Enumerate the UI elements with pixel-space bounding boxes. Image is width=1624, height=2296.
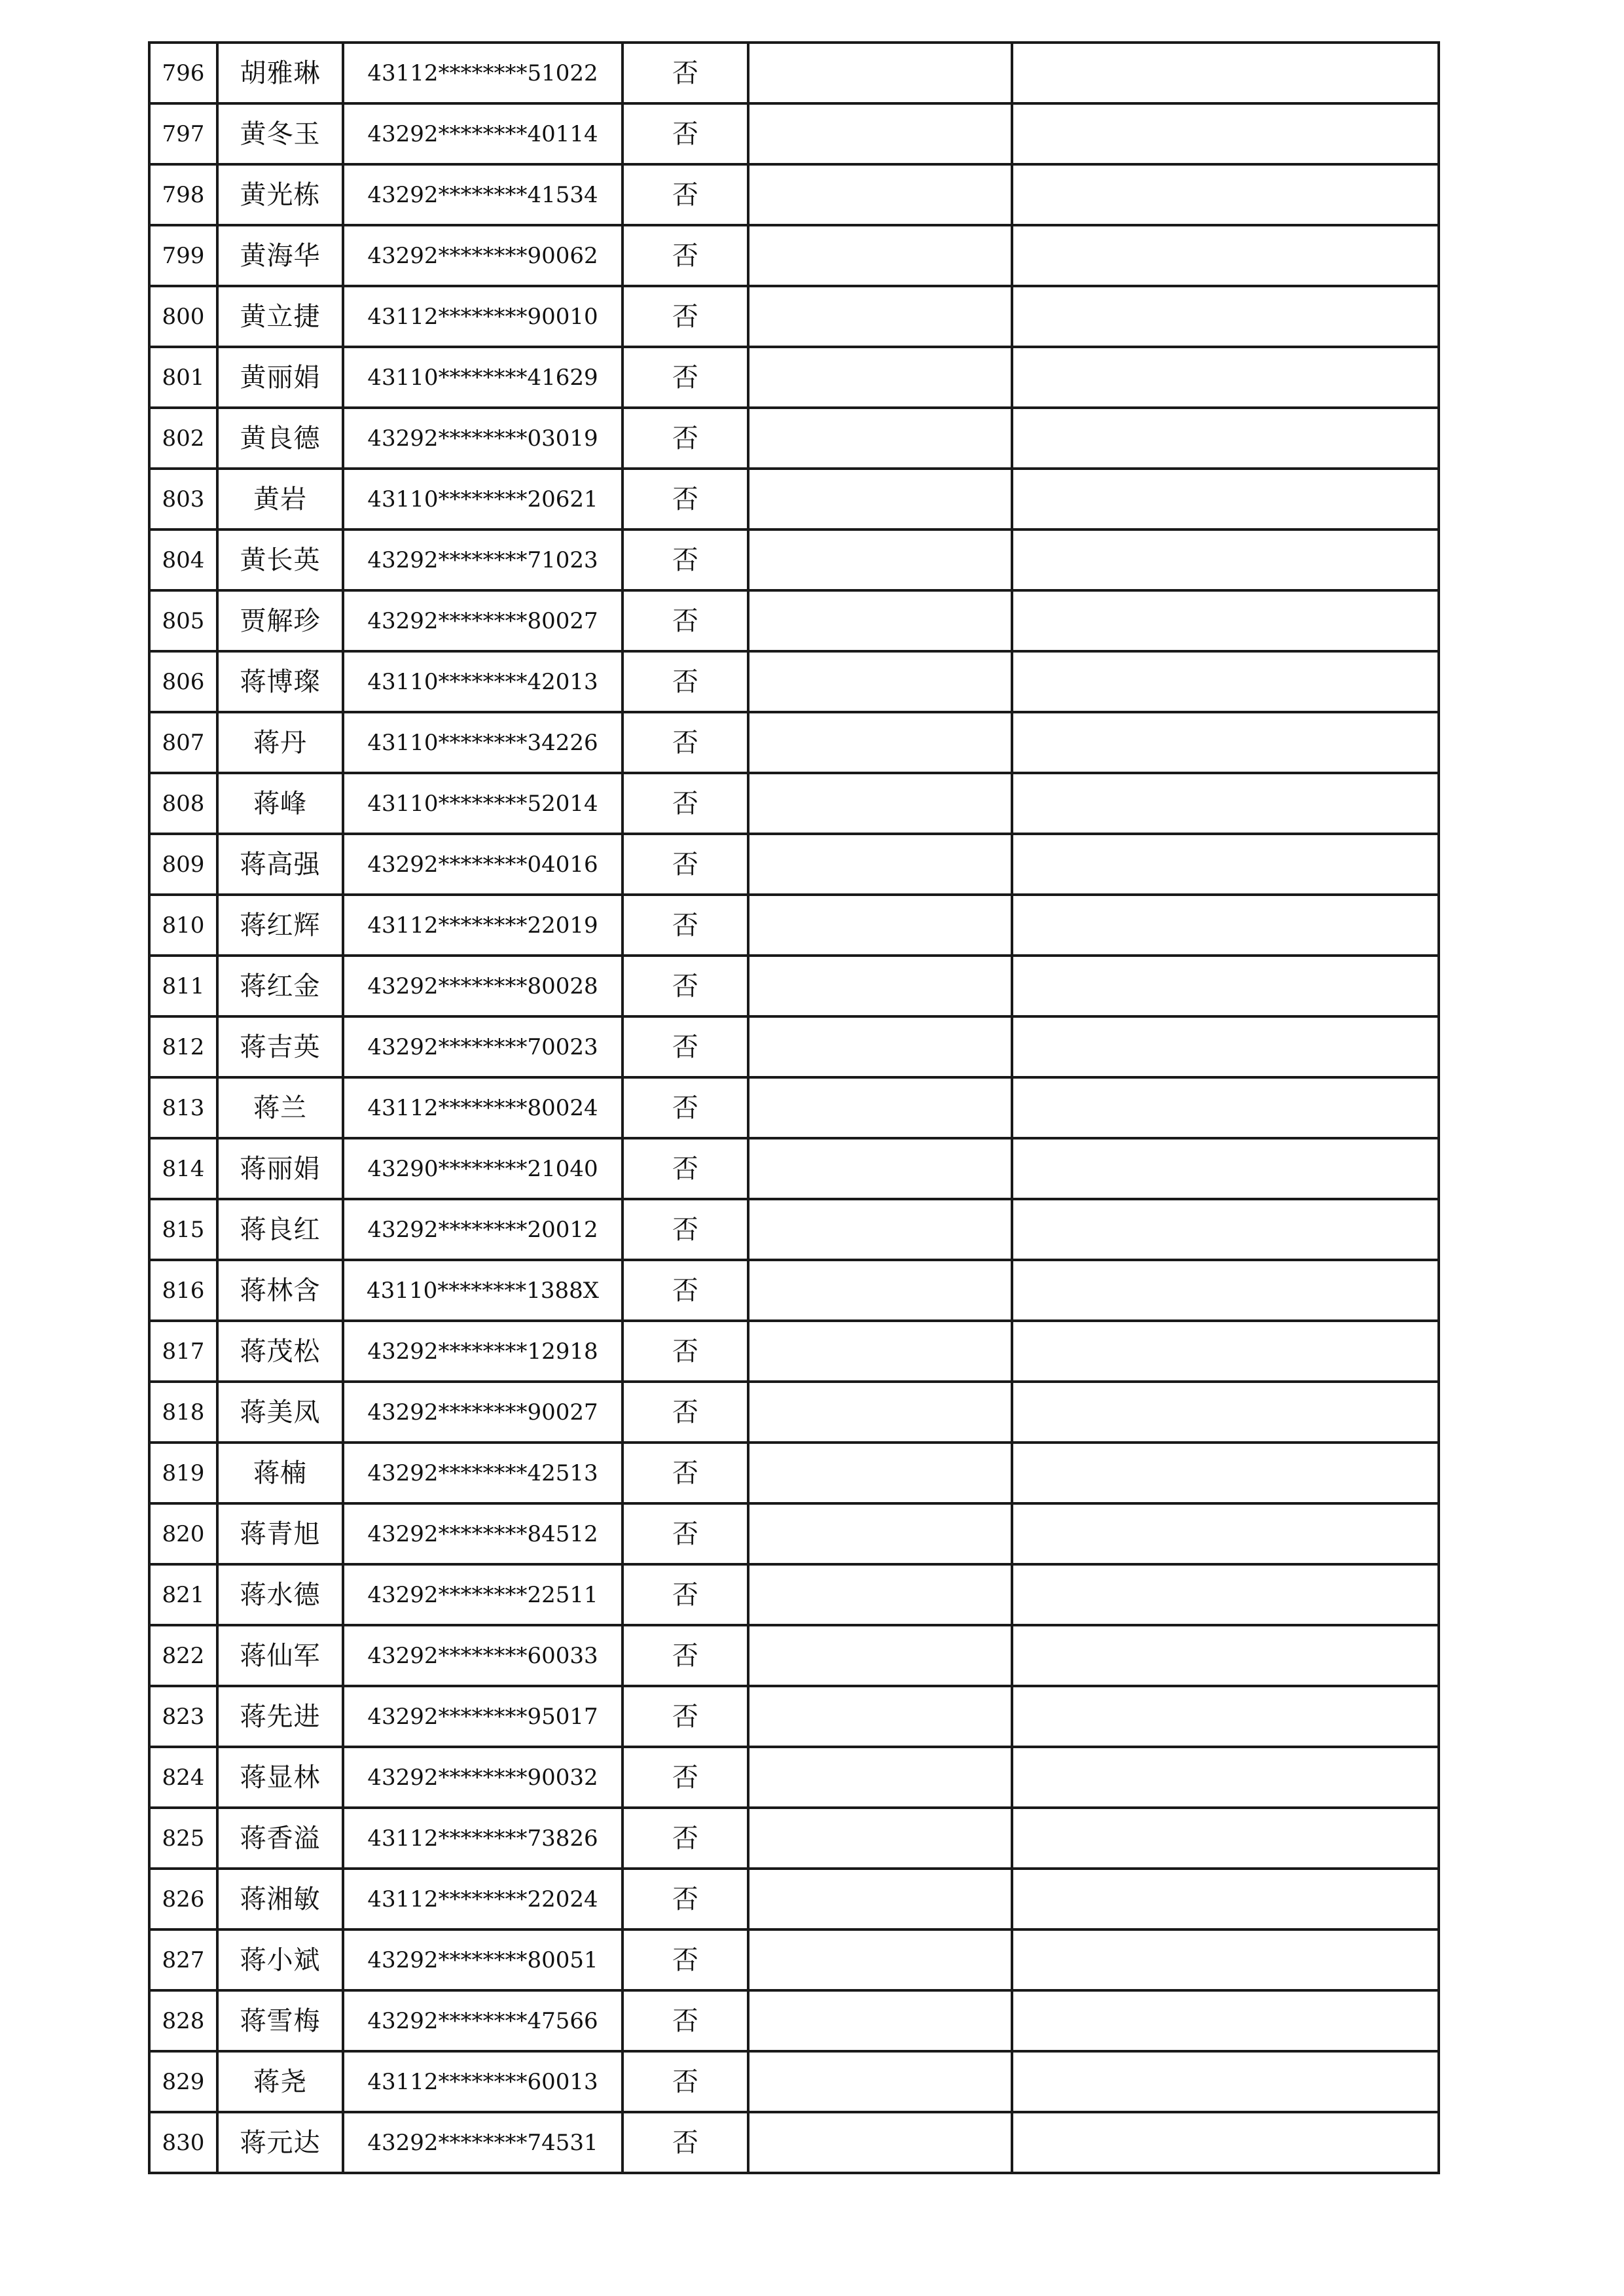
flag-cell: 否 [623,1869,748,1929]
id-number-cell: 43112********60013 [343,2051,623,2112]
row-number-cell: 829 [149,2051,217,2112]
blank-cell-6 [1012,956,1439,1016]
table-row [149,773,1439,834]
row-number-cell: 820 [149,1503,217,1564]
flag-cell: 否 [623,712,748,773]
id-number-cell: 43112********22024 [343,1869,623,1929]
name-cell: 黄长英 [217,529,343,590]
blank-cell-6 [1012,103,1439,164]
row-number-cell: 815 [149,1199,217,1260]
id-number-cell: 43112********73826 [343,1808,623,1869]
blank-cell-5 [748,1138,1012,1199]
table-row [149,1564,1439,1625]
blank-cell-5 [748,225,1012,286]
name-cell: 蒋小斌 [217,1929,343,1990]
blank-cell-5 [748,651,1012,712]
flag-cell: 否 [623,1138,748,1199]
blank-cell-6 [1012,1686,1439,1747]
blank-cell-6 [1012,834,1439,895]
id-number-cell: 43292********22511 [343,1564,623,1625]
blank-cell-5 [748,103,1012,164]
id-number-cell: 43292********20012 [343,1199,623,1260]
name-cell: 蒋青旭 [217,1503,343,1564]
blank-cell-6 [1012,2051,1439,2112]
row-number-cell: 807 [149,712,217,773]
blank-cell-5 [748,1016,1012,1077]
row-number-cell: 813 [149,1077,217,1138]
id-number-cell: 43110********34226 [343,712,623,773]
name-cell: 蒋尧 [217,2051,343,2112]
name-cell: 蒋兰 [217,1077,343,1138]
row-number-cell: 819 [149,1443,217,1503]
blank-cell-5 [748,1686,1012,1747]
table-row [149,1077,1439,1138]
flag-cell: 否 [623,590,748,651]
blank-cell-5 [748,590,1012,651]
table-row [149,651,1439,712]
flag-cell: 否 [623,1321,748,1382]
blank-cell-5 [748,773,1012,834]
row-number-cell: 810 [149,895,217,956]
table-row [149,1686,1439,1747]
flag-cell: 否 [623,103,748,164]
row-number-cell: 805 [149,590,217,651]
flag-cell: 否 [623,1808,748,1869]
table-row [149,712,1439,773]
id-number-cell: 43292********03019 [343,408,623,469]
row-number-cell: 801 [149,347,217,408]
table-row [149,43,1439,103]
blank-cell-5 [748,286,1012,347]
blank-cell-6 [1012,590,1439,651]
row-number-cell: 798 [149,164,217,225]
blank-cell-6 [1012,347,1439,408]
row-number-cell: 809 [149,834,217,895]
name-cell: 蒋良红 [217,1199,343,1260]
blank-cell-5 [748,529,1012,590]
flag-cell: 否 [623,286,748,347]
blank-cell-5 [748,1260,1012,1321]
name-cell: 蒋峰 [217,773,343,834]
row-number-cell: 802 [149,408,217,469]
flag-cell: 否 [623,1382,748,1443]
flag-cell: 否 [623,2051,748,2112]
table-row [149,164,1439,225]
blank-cell-5 [748,1382,1012,1443]
flag-cell: 否 [623,1443,748,1503]
blank-cell-6 [1012,1808,1439,1869]
flag-cell: 否 [623,956,748,1016]
id-number-cell: 43290********21040 [343,1138,623,1199]
row-number-cell: 811 [149,956,217,1016]
row-number-cell: 821 [149,1564,217,1625]
name-cell: 蒋红金 [217,956,343,1016]
row-number-cell: 822 [149,1625,217,1686]
id-number-cell: 43110********52014 [343,773,623,834]
blank-cell-6 [1012,1564,1439,1625]
name-cell: 蒋博璨 [217,651,343,712]
blank-cell-5 [748,1564,1012,1625]
blank-cell-6 [1012,1016,1439,1077]
row-number-cell: 827 [149,1929,217,1990]
table-row [149,2051,1439,2112]
blank-cell-5 [748,1321,1012,1382]
id-number-cell: 43292********41534 [343,164,623,225]
blank-cell-6 [1012,1869,1439,1929]
flag-cell: 否 [623,1625,748,1686]
flag-cell: 否 [623,347,748,408]
id-number-cell: 43112********80024 [343,1077,623,1138]
table-row [149,895,1439,956]
flag-cell: 否 [623,2112,748,2173]
blank-cell-6 [1012,1443,1439,1503]
blank-cell-6 [1012,712,1439,773]
name-cell: 蒋水德 [217,1564,343,1625]
name-cell: 胡雅琳 [217,43,343,103]
row-number-cell: 828 [149,1990,217,2051]
roster-table [148,41,1440,2174]
blank-cell-5 [748,2112,1012,2173]
flag-cell: 否 [623,529,748,590]
id-number-cell: 43292********90062 [343,225,623,286]
id-number-cell: 43292********47566 [343,1990,623,2051]
flag-cell: 否 [623,1929,748,1990]
flag-cell: 否 [623,1016,748,1077]
table-row [149,1929,1439,1990]
name-cell: 蒋红辉 [217,895,343,956]
id-number-cell: 43110********20621 [343,469,623,529]
id-number-cell: 43112********51022 [343,43,623,103]
blank-cell-6 [1012,1929,1439,1990]
id-number-cell: 43110********41629 [343,347,623,408]
flag-cell: 否 [623,1199,748,1260]
id-number-cell: 43292********95017 [343,1686,623,1747]
table-row [149,1382,1439,1443]
blank-cell-6 [1012,895,1439,956]
table-row [149,1625,1439,1686]
name-cell: 黄良德 [217,408,343,469]
blank-cell-6 [1012,1382,1439,1443]
flag-cell: 否 [623,408,748,469]
row-number-cell: 806 [149,651,217,712]
id-number-cell: 43292********90032 [343,1747,623,1808]
flag-cell: 否 [623,1503,748,1564]
id-number-cell: 43110********42013 [343,651,623,712]
row-number-cell: 799 [149,225,217,286]
row-number-cell: 804 [149,529,217,590]
name-cell: 蒋元达 [217,2112,343,2173]
name-cell: 黄冬玉 [217,103,343,164]
blank-cell-5 [748,1625,1012,1686]
name-cell: 蒋楠 [217,1443,343,1503]
blank-cell-6 [1012,773,1439,834]
table-row [149,1808,1439,1869]
table-row [149,834,1439,895]
id-number-cell: 43292********70023 [343,1016,623,1077]
blank-cell-5 [748,1869,1012,1929]
table-row [149,1869,1439,1929]
name-cell: 蒋仙军 [217,1625,343,1686]
blank-cell-6 [1012,286,1439,347]
row-number-cell: 823 [149,1686,217,1747]
flag-cell: 否 [623,834,748,895]
blank-cell-6 [1012,1199,1439,1260]
table-row [149,225,1439,286]
name-cell: 黄立捷 [217,286,343,347]
blank-cell-6 [1012,1625,1439,1686]
row-number-cell: 797 [149,103,217,164]
id-number-cell: 43292********42513 [343,1443,623,1503]
flag-cell: 否 [623,469,748,529]
blank-cell-6 [1012,225,1439,286]
row-number-cell: 830 [149,2112,217,2173]
row-number-cell: 814 [149,1138,217,1199]
blank-cell-6 [1012,43,1439,103]
table-row [149,2112,1439,2173]
row-number-cell: 824 [149,1747,217,1808]
flag-cell: 否 [623,1747,748,1808]
blank-cell-6 [1012,1321,1439,1382]
row-number-cell: 816 [149,1260,217,1321]
table-row [149,956,1439,1016]
blank-cell-6 [1012,408,1439,469]
blank-cell-5 [748,2051,1012,2112]
blank-cell-5 [748,1747,1012,1808]
id-number-cell: 43112********22019 [343,895,623,956]
blank-cell-5 [748,956,1012,1016]
roster-table-body [149,43,1439,2173]
row-number-cell: 803 [149,469,217,529]
name-cell: 蒋丹 [217,712,343,773]
blank-cell-5 [748,712,1012,773]
name-cell: 蒋吉英 [217,1016,343,1077]
row-number-cell: 825 [149,1808,217,1869]
row-number-cell: 800 [149,286,217,347]
id-number-cell: 43112********90010 [343,286,623,347]
blank-cell-5 [748,164,1012,225]
blank-cell-6 [1012,1503,1439,1564]
flag-cell: 否 [623,1686,748,1747]
id-number-cell: 43292********12918 [343,1321,623,1382]
name-cell: 蒋湘敏 [217,1869,343,1929]
table-row [149,103,1439,164]
id-number-cell: 43292********40114 [343,103,623,164]
name-cell: 蒋丽娟 [217,1138,343,1199]
table-row [149,1199,1439,1260]
name-cell: 蒋林含 [217,1260,343,1321]
row-number-cell: 796 [149,43,217,103]
flag-cell: 否 [623,1260,748,1321]
name-cell: 黄光栋 [217,164,343,225]
name-cell: 蒋茂松 [217,1321,343,1382]
row-number-cell: 808 [149,773,217,834]
id-number-cell: 43292********80028 [343,956,623,1016]
row-number-cell: 817 [149,1321,217,1382]
name-cell: 蒋雪梅 [217,1990,343,2051]
blank-cell-5 [748,1808,1012,1869]
table-row [149,529,1439,590]
name-cell: 蒋美凤 [217,1382,343,1443]
table-row [149,408,1439,469]
blank-cell-6 [1012,164,1439,225]
blank-cell-6 [1012,469,1439,529]
blank-cell-5 [748,43,1012,103]
blank-cell-6 [1012,2112,1439,2173]
table-row [149,286,1439,347]
row-number-cell: 812 [149,1016,217,1077]
id-number-cell: 43292********84512 [343,1503,623,1564]
row-number-cell: 818 [149,1382,217,1443]
blank-cell-5 [748,1503,1012,1564]
name-cell: 黄岩 [217,469,343,529]
blank-cell-5 [748,1929,1012,1990]
table-row [149,1260,1439,1321]
blank-cell-5 [748,1990,1012,2051]
blank-cell-6 [1012,1747,1439,1808]
blank-cell-5 [748,1077,1012,1138]
table-row [149,1321,1439,1382]
name-cell: 蒋先进 [217,1686,343,1747]
id-number-cell: 43110********1388X [343,1260,623,1321]
id-number-cell: 43292********80051 [343,1929,623,1990]
flag-cell: 否 [623,43,748,103]
id-number-cell: 43292********04016 [343,834,623,895]
blank-cell-6 [1012,529,1439,590]
blank-cell-6 [1012,1077,1439,1138]
id-number-cell: 43292********80027 [343,590,623,651]
flag-cell: 否 [623,895,748,956]
name-cell: 蒋显林 [217,1747,343,1808]
blank-cell-6 [1012,1138,1439,1199]
table-row [149,469,1439,529]
blank-cell-5 [748,408,1012,469]
name-cell: 贾解珍 [217,590,343,651]
name-cell: 蒋香溢 [217,1808,343,1869]
blank-cell-5 [748,895,1012,956]
table-row [149,1016,1439,1077]
blank-cell-5 [748,469,1012,529]
table-row [149,1503,1439,1564]
blank-cell-6 [1012,1990,1439,2051]
id-number-cell: 43292********74531 [343,2112,623,2173]
flag-cell: 否 [623,1077,748,1138]
table-row [149,1443,1439,1503]
flag-cell: 否 [623,225,748,286]
id-number-cell: 43292********90027 [343,1382,623,1443]
flag-cell: 否 [623,651,748,712]
name-cell: 黄丽娟 [217,347,343,408]
table-row [149,1990,1439,2051]
name-cell: 黄海华 [217,225,343,286]
blank-cell-5 [748,1199,1012,1260]
name-cell: 蒋高强 [217,834,343,895]
blank-cell-5 [748,834,1012,895]
table-row [149,1138,1439,1199]
id-number-cell: 43292********60033 [343,1625,623,1686]
flag-cell: 否 [623,773,748,834]
flag-cell: 否 [623,1990,748,2051]
table-row [149,590,1439,651]
blank-cell-5 [748,1443,1012,1503]
table-row [149,347,1439,408]
flag-cell: 否 [623,164,748,225]
blank-cell-5 [748,347,1012,408]
row-number-cell: 826 [149,1869,217,1929]
flag-cell: 否 [623,1564,748,1625]
id-number-cell: 43292********71023 [343,529,623,590]
table-row [149,1747,1439,1808]
blank-cell-6 [1012,651,1439,712]
blank-cell-6 [1012,1260,1439,1321]
